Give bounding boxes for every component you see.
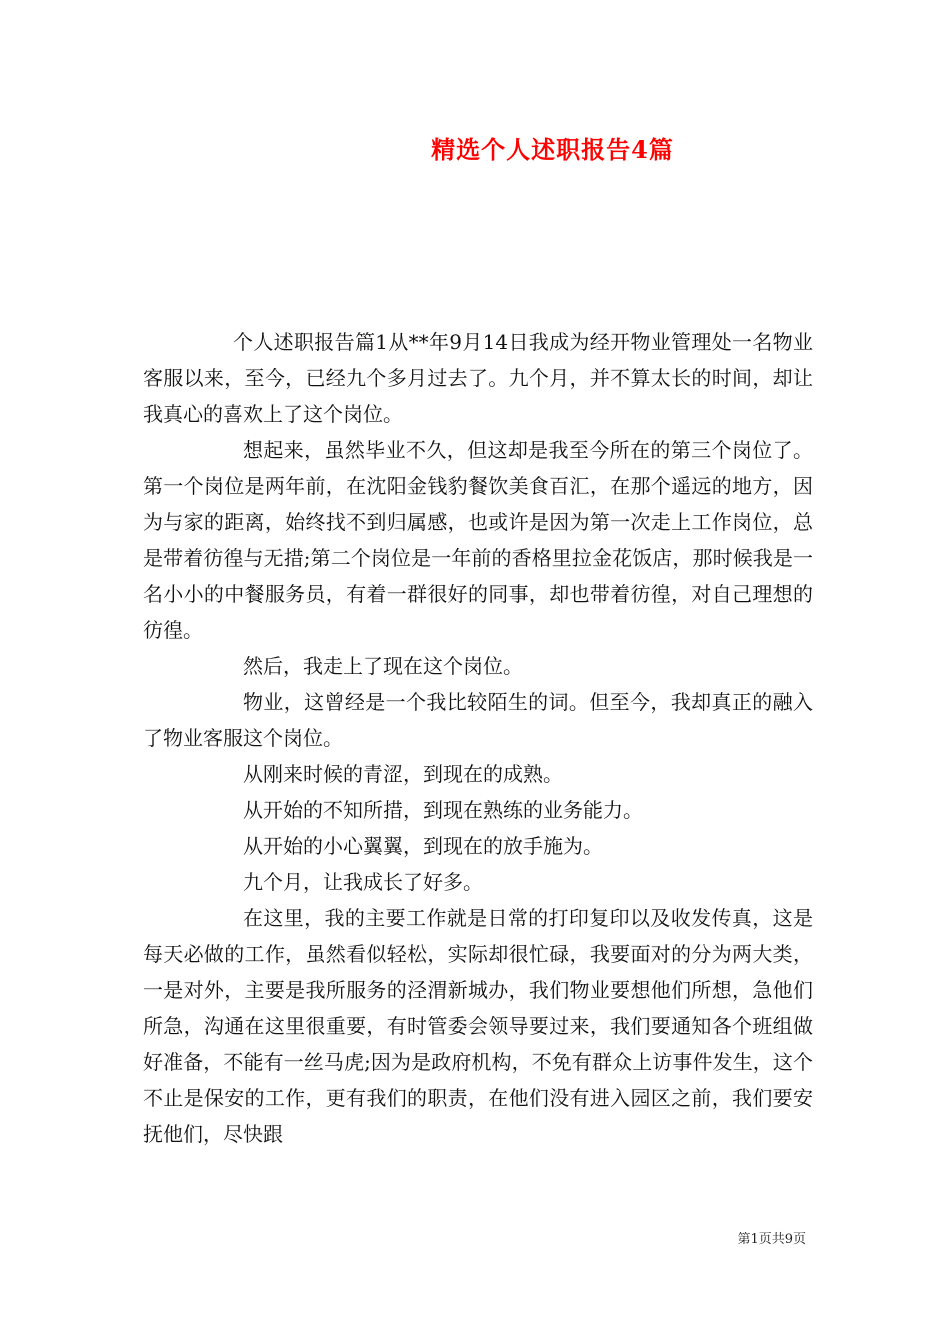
document-title: 精选个人述职报告4篇 [431, 135, 674, 164]
paragraph: 然后，我走上了现在这个岗位。 [243, 654, 523, 678]
paragraph: 从开始的不知所措，到现在熟练的业务能力。 [243, 798, 643, 822]
document-body [143, 324, 813, 1152]
paragraph: 九个月，让我成长了好多。 [243, 870, 483, 894]
paragraph: 从开始的小心翼翼，到现在的放手施为。 [243, 834, 603, 858]
page-number-footer: 第1页共9页 [737, 1232, 806, 1247]
paragraph: 在这里，我的主要工作就是日常的打印复印以及收发传真，这是每天必做的工作，虽然看似轻松，实际却很忙碌，我要面对的分为两大类，一是对外，主要是我所服务的泾渭新城办，我们物业要想他们所想，急他们所急，沟通在这里很重要，有时管委会领导要过来，我们要通知各个班组做好准备，不能有一丝马虎;因为是政府机构，不免有群众上访事件发生，这个不止是保安的工作，更有我们的职责，在他们没有进入园区之前，我们要安抚他们，尽快跟 [143, 906, 813, 1146]
paragraph: 物业，这曾经是一个我比较陌生的词。但至今，我却真正的融入了物业客服这个岗位。 [143, 690, 813, 750]
paragraph: 从刚来时候的青涩，到现在的成熟。 [243, 762, 563, 786]
paragraph: 想起来，虽然毕业不久，但这却是我至今所在的第三个岗位了。第一个岗位是两年前，在沈阳金钱豹餐饮美食百汇，在那个遥远的地方，因为与家的距离，始终找不到归属感，也或许是因为第一次走上工作岗位，总是带着彷徨与无措;第二个岗位是一年前的香格里拉金花饭店，那时候我是一名小小的中餐服务员，有着一群很好的同事，却也带着彷徨，对自己理想的彷徨。 [143, 438, 813, 642]
paragraph: 个人述职报告篇1从**年9月14日我成为经开物业管理处一名物业客服以来，至今，已经九个多月过去了。九个月，并不算太长的时间，却让我真心的喜欢上了这个岗位。 [143, 330, 813, 426]
